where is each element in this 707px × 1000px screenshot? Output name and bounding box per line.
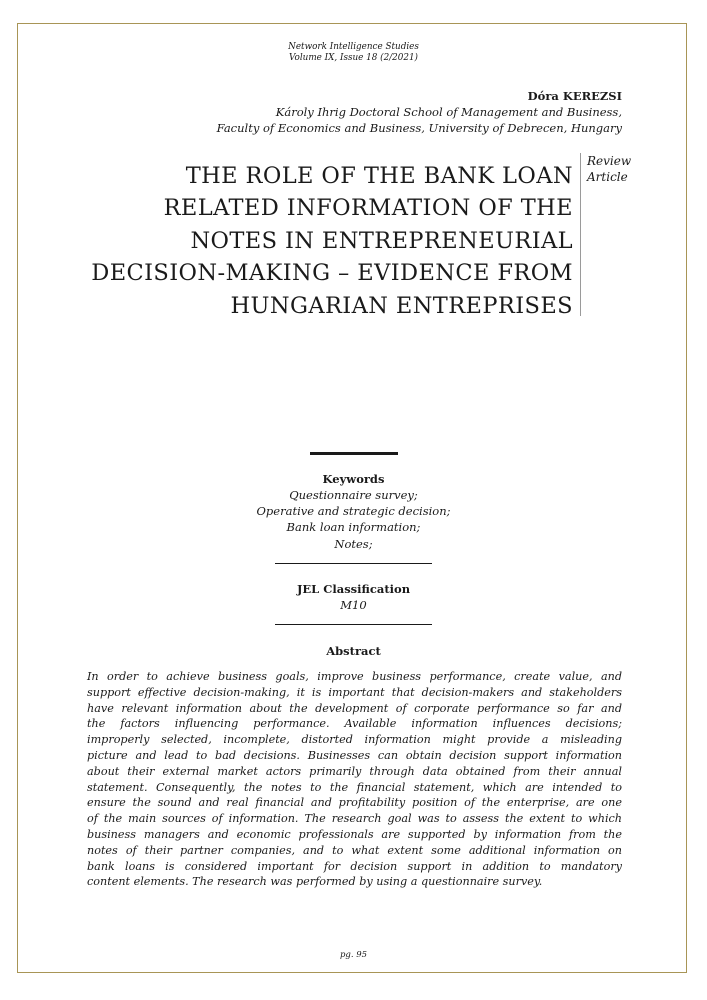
jel-heading: JEL Classification — [296, 582, 411, 596]
abstract-line: business managers and economic professionals are supported by information from the — [87, 827, 622, 841]
author-affiliation-line2: Faculty of Economics and Business, University of Debrecen, Hungary — [216, 121, 622, 135]
abstract-line: have relevant information about the development of corporate performance so far and — [87, 701, 622, 715]
page-number: pg. 95 — [339, 950, 368, 960]
keyword-item: Notes; — [334, 536, 373, 551]
author-name: Dóra KEREZSI — [527, 89, 622, 103]
title-line: NOTES IN ENTREPRENEURIAL — [190, 227, 573, 254]
jel-section — [0, 581, 707, 613]
abstract-line: the factors influencing performance. Available information influences decisions; — [87, 717, 622, 731]
abstract-line: In order to achieve business goals, improve business performance, create value, and — [87, 670, 622, 683]
jel-divider — [275, 624, 432, 625]
abstract-line: content elements. The research was performed by using a questionnaire survey. — [87, 875, 543, 889]
journal-issue: Volume IX, Issue 18 (2/2021) — [289, 53, 418, 63]
keywords-divider — [275, 563, 432, 564]
keywords-section — [0, 471, 707, 552]
abstract-line: of the main sources of information. The research goal was to assess the extent to which — [87, 812, 622, 826]
abstract-line: notes of their partner companies, and to what extent some additional information on — [87, 843, 622, 857]
journal-header — [0, 42, 707, 64]
abstract-line: support effective decision-making, it is important that decision-makers and stakeholders — [87, 685, 622, 699]
keyword-item: Questionnaire survey; — [289, 488, 418, 502]
title-line: HUNGARIAN ENTREPRISES — [230, 292, 573, 319]
abstract-line: bank loans is considered important for decision support in addition to mandatory — [87, 859, 622, 873]
jel-code: M10 — [340, 598, 367, 612]
author-block — [217, 88, 622, 136]
keyword-item: Operative and strategic decision; — [256, 504, 451, 519]
abstract-heading: Abstract — [326, 644, 381, 658]
abstract-heading-wrap — [0, 643, 707, 659]
abstract-line: statement. Consequently, the notes to the financial statement, which are intended to — [87, 780, 622, 794]
abstract-line: ensure the sound and real financial and profitability position of the enterprise, are one — [87, 796, 622, 810]
author-affiliation-line1: Károly Ihrig Doctoral School of Management and Business, — [275, 105, 622, 119]
article-title — [53, 160, 573, 322]
title-separator — [310, 452, 398, 455]
article-type-line2: Article — [587, 170, 628, 184]
title-line: RELATED INFORMATION OF THE — [163, 195, 573, 222]
article-type — [587, 153, 631, 185]
abstract-line: picture and lead to bad decisions. Businesses can obtain decision support information — [87, 748, 622, 762]
abstract-line: improperly selected, incomplete, distorted information might provide a misleading — [87, 733, 622, 747]
abstract-line: about their external market actors primarily through data obtained from their annual — [87, 764, 622, 778]
article-type-line1: Review — [587, 154, 632, 168]
title-line: THE ROLE OF THE BANK LOAN — [185, 163, 573, 189]
keyword-item: Bank loan information; — [286, 520, 421, 535]
title-line: DECISION-MAKING – EVIDENCE FROM — [91, 260, 573, 287]
title-divider — [580, 153, 581, 316]
keywords-heading: Keywords — [322, 472, 385, 486]
abstract-text — [87, 669, 622, 890]
journal-name: Network Intelligence Studies — [288, 42, 419, 52]
